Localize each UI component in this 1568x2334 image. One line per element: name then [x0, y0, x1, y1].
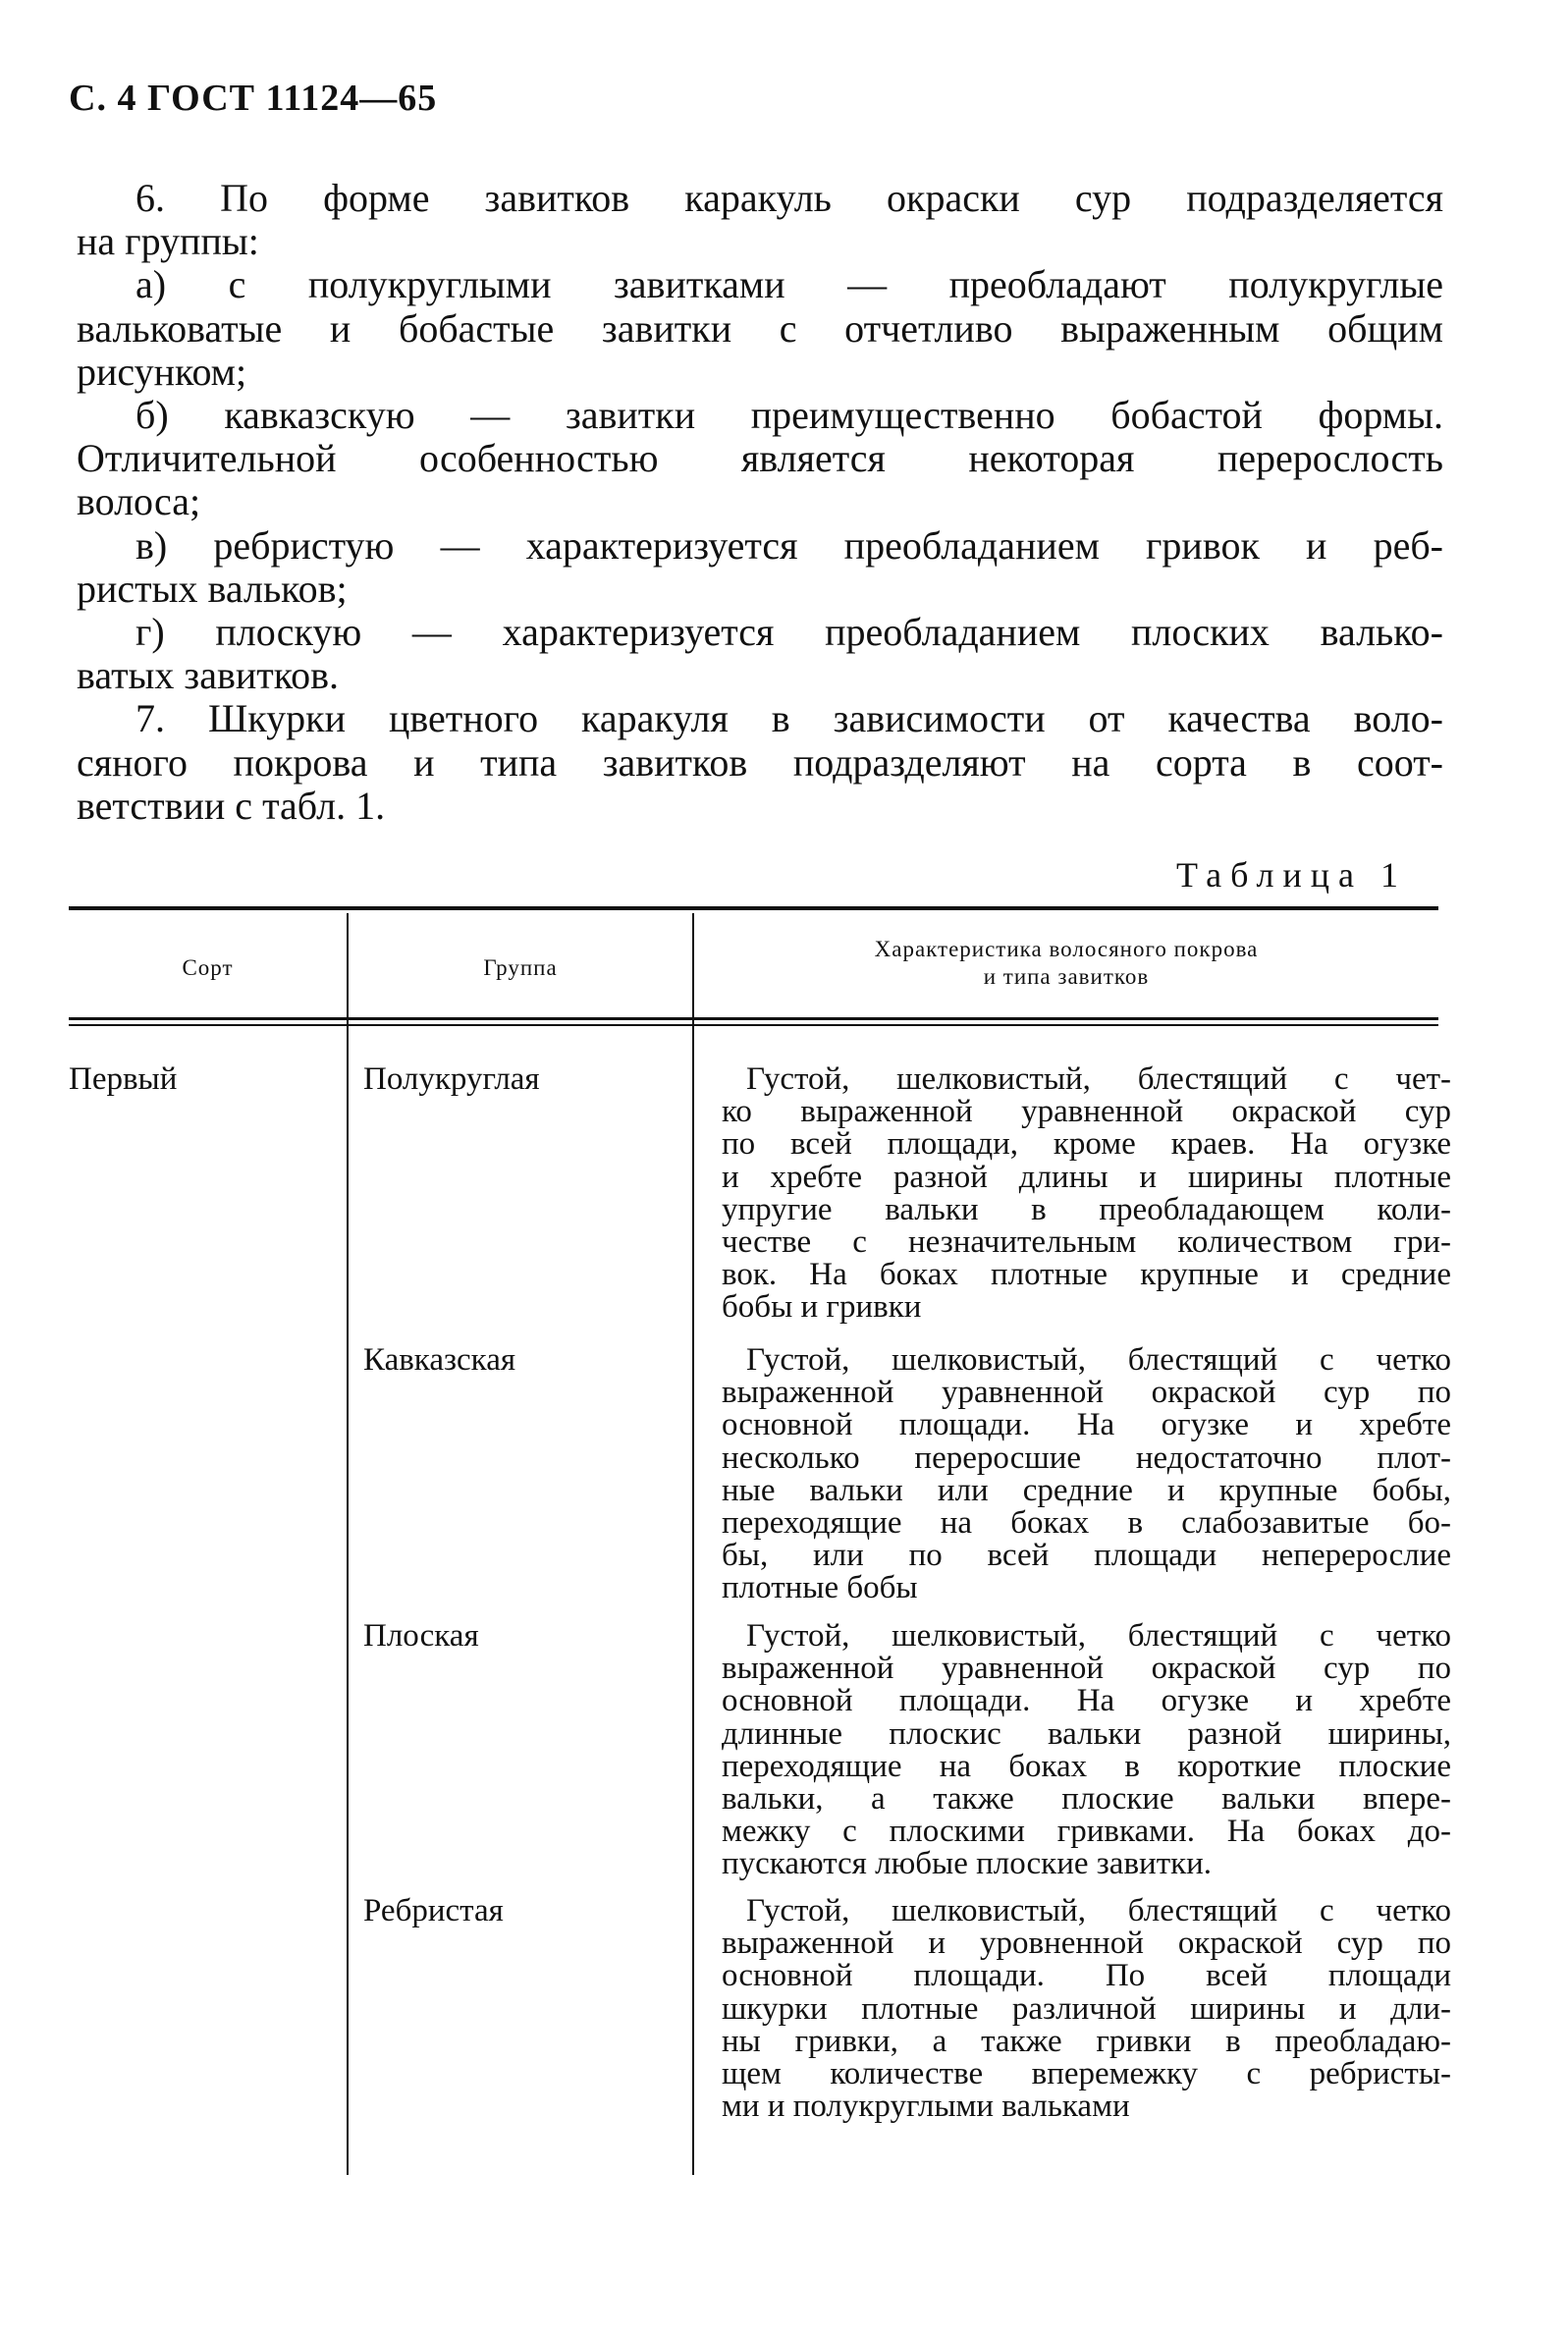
header-characteristic [694, 936, 1438, 991]
row-description-line: бобы и гривки [722, 1289, 922, 1326]
row-description-line: ные вальки или средние и крупные бобы, [722, 1474, 1451, 1508]
sort-value: Первый [69, 1061, 178, 1097]
column-divider-2 [692, 913, 694, 2175]
row-description-line: межку с плоскими гривками. На боках до- [722, 1816, 1451, 1850]
row-description-line: Густой, шелковистый, блестящий с чет- [746, 1063, 1451, 1097]
row-description-line: основной площади. На огузке и хребте [722, 1685, 1451, 1719]
table-top-rule [69, 906, 1438, 910]
body-line: ватых завитков. [77, 653, 340, 698]
row-description-line: ми и полукруглыми вальками [722, 2089, 1130, 2125]
body-line: б) кавказскую — завитки преимущественно бобастой формы. [135, 394, 1443, 437]
row-description-line: честве с незначительным количеством гри- [722, 1226, 1451, 1260]
body-line: ветствии с табл. 1. [77, 783, 386, 828]
body-line: в) ребристую — характеризуется преобладанием гривок и реб- [135, 523, 1443, 568]
row-group: Кавказская [363, 1342, 516, 1378]
body-line: 7. Шкурки цветного каракуля в зависимости от качества воло- [135, 697, 1443, 741]
row-group: Ребристая [363, 1893, 504, 1928]
row-description-line: плотные бобы [722, 1570, 918, 1606]
row-description-line: пускаются любые плоские завитки. [722, 1846, 1213, 1882]
row-description-line: ко выраженной уравненной окраской сур [722, 1096, 1451, 1130]
row-group: Плоская [363, 1618, 479, 1654]
row-description-line: щем количестве вперемежку с ребристы- [722, 2058, 1451, 2091]
row-description-line: выраженной уравненной окраской сур по [722, 1653, 1451, 1687]
row-description-line: бы, или по всей площади неперерослие [722, 1540, 1451, 1574]
body-line: вальковатые и бобастые завитки с отчетливо выраженным общим [77, 306, 1443, 351]
row-description-line: выраженной и уровненной окраской сур по [722, 1927, 1451, 1962]
header-sort: Сорт [182, 955, 234, 980]
row-description-line: переходящие на боках в короткие плоские [722, 1750, 1451, 1784]
header-bottom-rule-2 [69, 1024, 1438, 1026]
row-description-line: Густой, шелковистый, блестящий с четко [746, 1620, 1451, 1654]
body-line: а) с полукруглыми завитками — преобладают полукруглые [135, 263, 1443, 307]
body-line: Отличительной особенностью является некоторая перерослость [77, 437, 1443, 481]
body-line: ристых вальков; [77, 566, 348, 611]
row-group: Полукруглая [363, 1061, 540, 1097]
row-description-line: и хребте разной длины и ширины плотные [722, 1161, 1451, 1195]
page-header: С. 4 ГОСТ 11124—65 [69, 78, 438, 119]
column-divider-1 [347, 913, 349, 2175]
row-description-line: Густой, шелковистый, блестящий с четко [746, 1895, 1451, 1928]
row-description-line: несколько переросшие недостаточно плот- [722, 1441, 1451, 1476]
row-description-line: упругие вальки в преобладающем коли- [722, 1193, 1451, 1227]
row-description-line: вок. На боках плотные крупные и средние [722, 1259, 1451, 1293]
row-description-line: шкурки плотные различной ширины и дли- [722, 1992, 1451, 2027]
body-line: сяного покрова и типа завитков подразделяют на сорта в соот- [77, 740, 1443, 785]
header-characteristic-line-1: Характеристика волосяного покрова [874, 937, 1259, 961]
row-description-line: Густой, шелковистый, блестящий с четко [746, 1344, 1451, 1378]
row-description-line: длинные плоскис вальки разной ширины, [722, 1717, 1451, 1752]
row-description-line: по всей площади, кроме краев. На огузке [722, 1128, 1451, 1163]
body-line: рисунком; [77, 349, 247, 394]
body-line: волоса; [77, 479, 201, 524]
body-line: г) плоскую — характеризуется преобладанием плоских валько- [135, 611, 1443, 654]
row-description-line: вальки, а также плоские вальки впере- [722, 1783, 1451, 1817]
body-line: 6. По форме завитков каракуль окраски сур подразделяется [135, 177, 1443, 220]
row-description-line: основной площади. На огузке и хребте [722, 1409, 1451, 1443]
table-caption: Таблица 1 [1176, 855, 1407, 895]
row-description-line: выраженной уравненной окраской сур по [722, 1377, 1451, 1411]
row-description-line: ны гривки, а также гривки в преобладаю- [722, 2025, 1451, 2059]
body-line: на группы: [77, 219, 259, 264]
row-description-line: основной площади. По всей площади [722, 1960, 1451, 1994]
row-description-line: переходящие на боках в слабозавитые бо- [722, 1507, 1451, 1541]
header-group: Группа [483, 955, 558, 980]
header-characteristic-line-2: и типа завитков [983, 964, 1150, 989]
header-bottom-rule [69, 1017, 1438, 1020]
